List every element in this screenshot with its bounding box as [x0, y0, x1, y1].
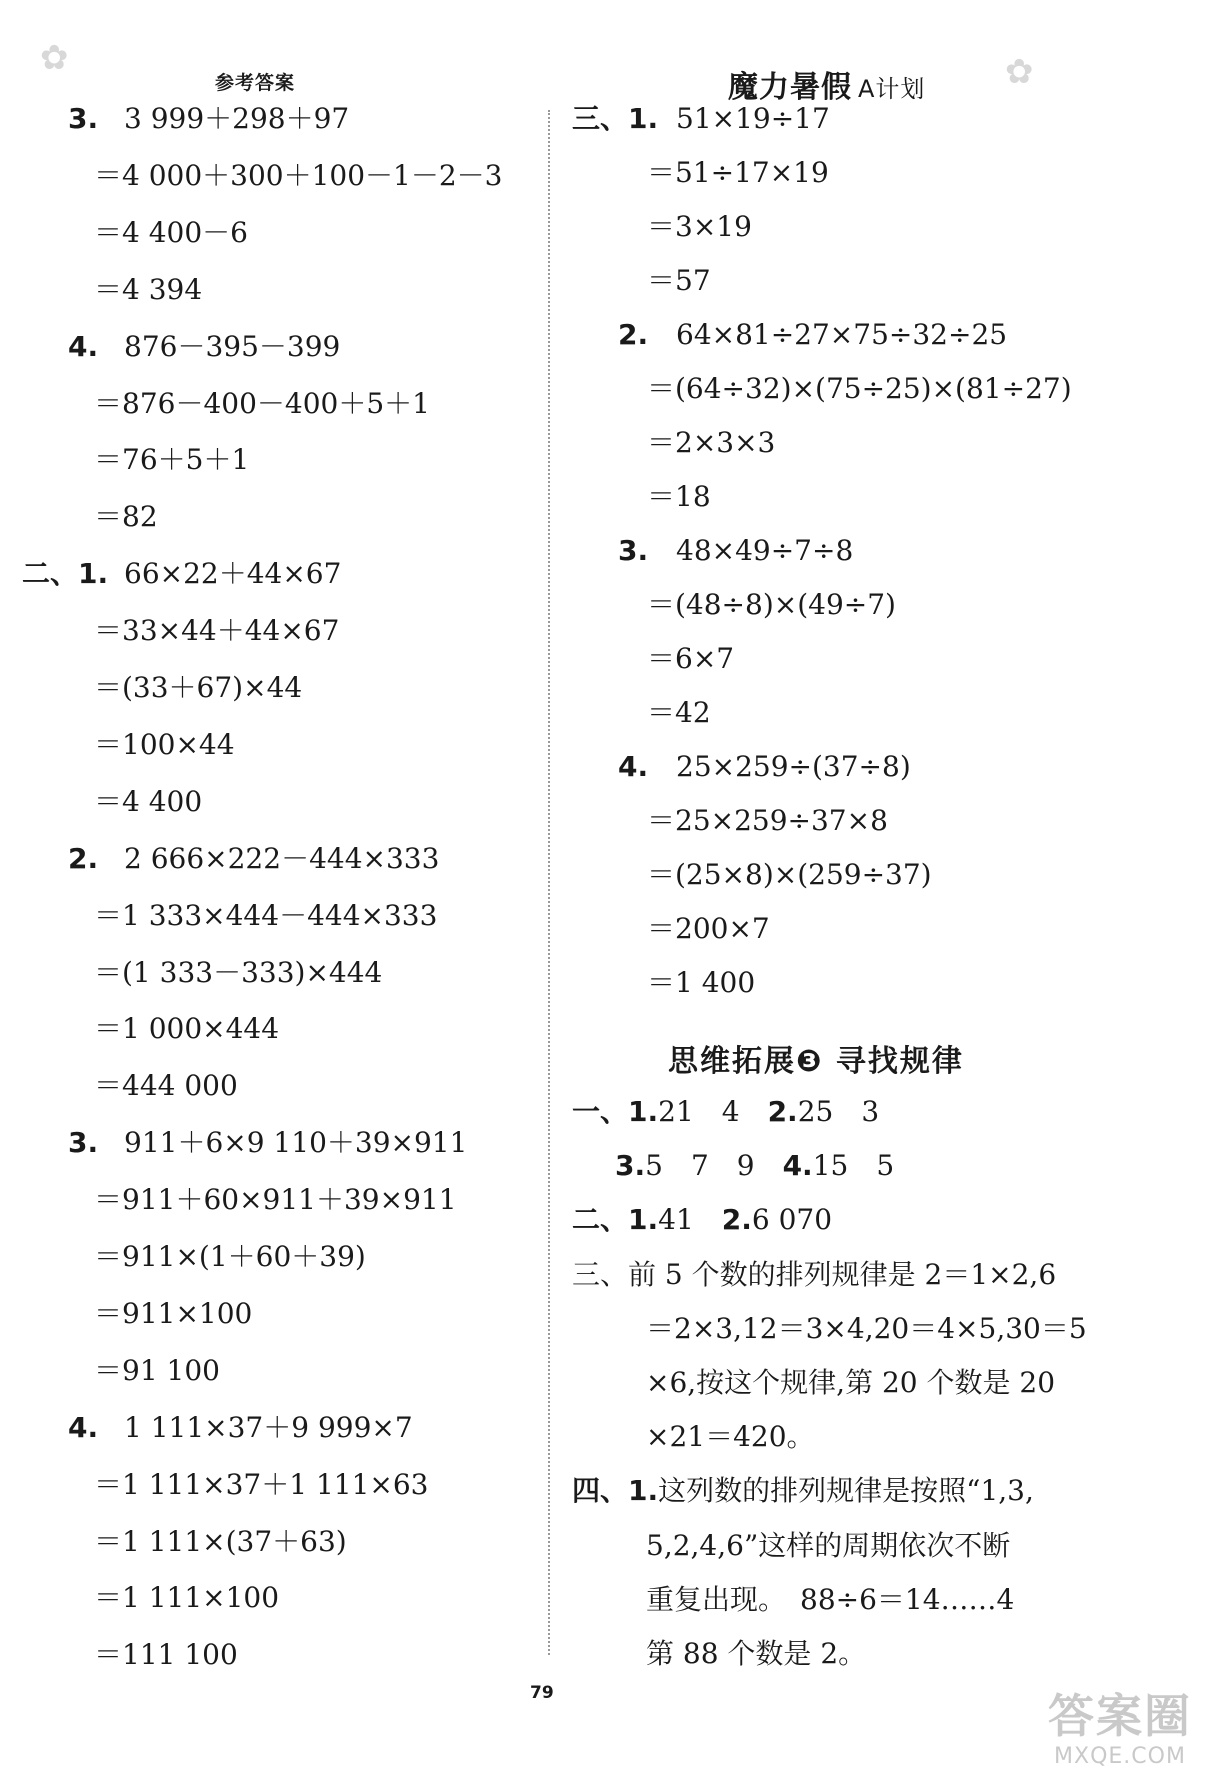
answer-line [646, 1530, 1010, 1562]
question-label: 3. [68, 102, 99, 135]
expression-step: ＝1 111×(37＋63) [94, 1524, 347, 1558]
question-label: 二、1. [22, 557, 109, 591]
answer-line [572, 1475, 1034, 1507]
column-divider [548, 110, 550, 1655]
answer-text: 这列数的排列规律是按照“1,3, [658, 1474, 1034, 1508]
expression-step: ＝911×(1＋60＋39) [94, 1240, 366, 1273]
expression-step: ＝33×44＋44×67 [94, 614, 340, 648]
answer-line [646, 1584, 1014, 1616]
answer-line [572, 1204, 832, 1236]
expression: 51×19÷17 [676, 102, 830, 135]
expression-step: ＝4 400－6 [94, 215, 248, 249]
question-label: 4. [68, 329, 99, 363]
expression-step: ＝(48÷8)×(49÷7) [647, 588, 896, 621]
expression: 911＋6×9 110＋39×911 [124, 1126, 468, 1160]
expression-step: ＝100×44 [94, 727, 235, 761]
expression: 64×81÷27×75÷32÷25 [676, 318, 1008, 351]
answer-text: 5,2,4,6”这样的周期依次不断 [646, 1528, 1011, 1562]
expression-step: ＝911×100 [94, 1296, 253, 1330]
answer-line [646, 1638, 866, 1670]
answer-text: ×21＝420。 [646, 1420, 815, 1454]
answer-label: 四、1. [572, 1474, 659, 1508]
answer-line [615, 1150, 894, 1182]
corner-decoration-left: ✿ [40, 38, 69, 78]
expression: 1 111×37＋9 999×7 [124, 1410, 413, 1444]
expression-step: ＝1 333×444－444×333 [94, 898, 438, 932]
expression-step: ＝(33＋67)×44 [94, 671, 303, 704]
answer-line [572, 1096, 879, 1128]
answer-line [572, 1259, 1056, 1291]
question-label: 4. [68, 1410, 99, 1444]
expression-step: ＝6×7 [647, 642, 735, 675]
answer-text: ＝2×3,12＝3×4,20＝4×5,30＝5 [646, 1311, 1087, 1345]
expression: 48×49÷7÷8 [676, 534, 854, 567]
answer-text: 25 3 [797, 1095, 880, 1128]
expression-step: ＝51÷17×19 [647, 156, 829, 189]
answer-text: ×6,按这个规律,第 20 个数是 20 [646, 1366, 1056, 1399]
expression-step: ＝4 400 [94, 784, 203, 818]
expression-step: ＝57 [647, 264, 711, 297]
watermark-url: MXQE.COM [1054, 1744, 1186, 1769]
section-title: 思维拓展❸ 寻找规律 [668, 1044, 964, 1079]
header-brand [728, 62, 925, 106]
answer-text: 6 070 [751, 1203, 833, 1237]
expression-step: ＝76＋5＋1 [94, 443, 250, 477]
answer-label: 4. [782, 1149, 813, 1183]
expression-step: ＝200×7 [647, 912, 770, 945]
question-label: 三、1. [572, 102, 659, 135]
answer-line [646, 1421, 815, 1453]
question-label: 2. [618, 318, 649, 351]
expression-step: ＝91 100 [94, 1353, 220, 1387]
watermark [1035, 1690, 1205, 1785]
answer-text: 三、前 5 个数的排列规律是 2＝1×2,6 [572, 1257, 1057, 1291]
answer-text: 41 [658, 1203, 722, 1237]
expression: 66×22＋44×67 [124, 557, 342, 591]
answer-text: 重复出现。 88÷6＝14……4 [646, 1582, 1015, 1616]
expression-step: ＝4 000＋300＋100－1－2－3 [94, 158, 503, 192]
expression: 25×259÷(37÷8) [676, 750, 911, 783]
expression: 876－395－399 [124, 329, 341, 363]
expression-step: ＝18 [647, 480, 711, 513]
question-label: 3. [68, 1126, 99, 1160]
expression-step: ＝4 394 [94, 272, 203, 306]
answer-line [646, 1313, 1087, 1345]
expression-step: ＝82 [94, 500, 158, 534]
expression-step: ＝111 100 [94, 1638, 238, 1672]
expression-step: ＝1 400 [647, 966, 756, 999]
expression-step: ＝3×19 [647, 210, 752, 243]
corner-decoration-right: ✿ [1005, 52, 1034, 92]
expression-step: ＝444 000 [94, 1069, 238, 1103]
expression-step: ＝1 111×100 [94, 1581, 280, 1615]
expression-step: ＝2×3×3 [647, 426, 776, 459]
brand-title: 魔力暑假 [728, 70, 852, 105]
expression-step: ＝(1 333－333)×444 [94, 955, 383, 989]
answer-label: 3. [615, 1149, 646, 1183]
answer-label: 一、1. [572, 1095, 659, 1128]
expression: 2 666×222－444×333 [124, 841, 440, 875]
answer-text: 15 5 [812, 1149, 895, 1183]
expression-step: ＝25×259÷37×8 [647, 804, 888, 837]
expression-step: ＝42 [647, 696, 711, 729]
answer-text: 第 88 个数是 2。 [646, 1637, 867, 1670]
expression-step: ＝1 000×444 [94, 1012, 280, 1046]
answer-label: 2. [721, 1203, 752, 1237]
answer-label: 二、1. [572, 1203, 659, 1237]
answer-text: 21 4 [658, 1095, 768, 1128]
answer-text: 5 7 9 [645, 1149, 783, 1183]
expression: 3 999＋298＋97 [124, 102, 350, 135]
answer-label: 2. [767, 1095, 798, 1128]
expression-step: ＝876－400－400＋5＋1 [94, 386, 430, 420]
expression-step: ＝(64÷32)×(75÷25)×(81÷27) [647, 372, 1072, 405]
brand-subtitle: A计划 [858, 75, 926, 103]
question-label: 2. [68, 841, 99, 875]
question-label: 4. [618, 750, 649, 783]
header-answer-key: 参考答案 [215, 72, 296, 94]
answer-line [646, 1367, 1055, 1399]
expression-step: ＝(25×8)×(259÷37) [647, 858, 932, 891]
page-number: 79 [530, 1683, 554, 1703]
watermark-logo: 答案圈 [1048, 1689, 1192, 1743]
question-label: 3. [618, 534, 649, 567]
expression-step: ＝1 111×37＋1 111×63 [94, 1467, 429, 1501]
expression-step: ＝911＋60×911＋39×911 [94, 1183, 457, 1217]
